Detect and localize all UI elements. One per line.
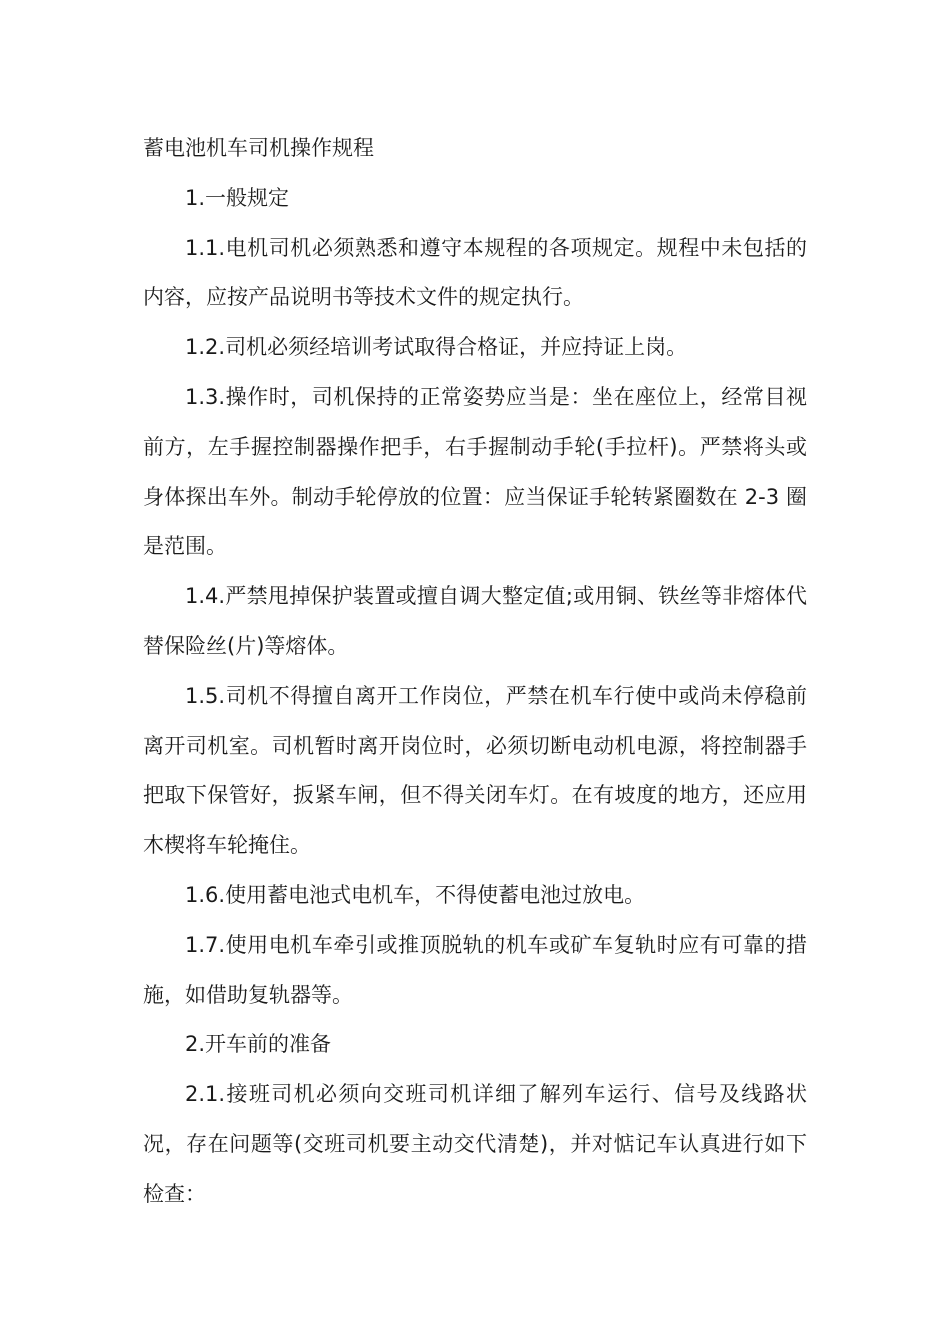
paragraph-1-4: 1.4.严禁甩掉保护装置或擅自调大整定值;或用铜、铁丝等非熔体代替保险丝(片)等熔体。 <box>143 584 807 658</box>
paragraph-1-3: 1.3.操作时，司机保持的正常姿势应当是：坐在座位上，经常目视前方，左手握控制器操作把手，右手握制动手轮(手拉杆)。严禁将头或身体探出车外。制动手轮停放的位置：应当保证手轮转紧圈数在 2-3 圈是范围。 <box>143 384 807 559</box>
paragraph-1-6: 1.6.使用蓄电池式电机车，不得使蓄电池过放电。 <box>185 882 646 907</box>
paragraph-1-7: 1.7.使用电机车牵引或推顶脱轨的机车或矿车复轨时应有可靠的措施，如借助复轨器等。 <box>143 932 807 1007</box>
document-page <box>143 124 807 1220</box>
paragraph-1-1: 1.1.电机司机必须熟悉和遵守本规程的各项规定。规程中未包括的内容，应按产品说明书等技术文件的规定执行。 <box>143 235 807 310</box>
paragraph-1-2: 1.2.司机必须经培训考试取得合格证，并应持证上岗。 <box>185 335 688 360</box>
section-heading-1: 1.一般规定 <box>185 185 290 210</box>
document-title: 蓄电池机车司机操作规程 <box>143 136 374 160</box>
paragraph-1-5: 1.5.司机不得擅自离开工作岗位，严禁在机车行使中或尚未停稳前离开司机室。司机暂时离开岗位时，必须切断电动机电源，将控制器手把取下保管好，扳紧车闸，但不得关闭车灯。在有坡度的地方，还应用木楔将车轮掩住。 <box>143 683 807 858</box>
section-heading-2: 2.开车前的准备 <box>185 1032 332 1057</box>
paragraph-2-1: 2.1.接班司机必须向交班司机详细了解列车运行、信号及线路状况，存在问题等(交班司机要主动交代清楚)，并对惦记车认真进行如下检查： <box>143 1082 807 1206</box>
